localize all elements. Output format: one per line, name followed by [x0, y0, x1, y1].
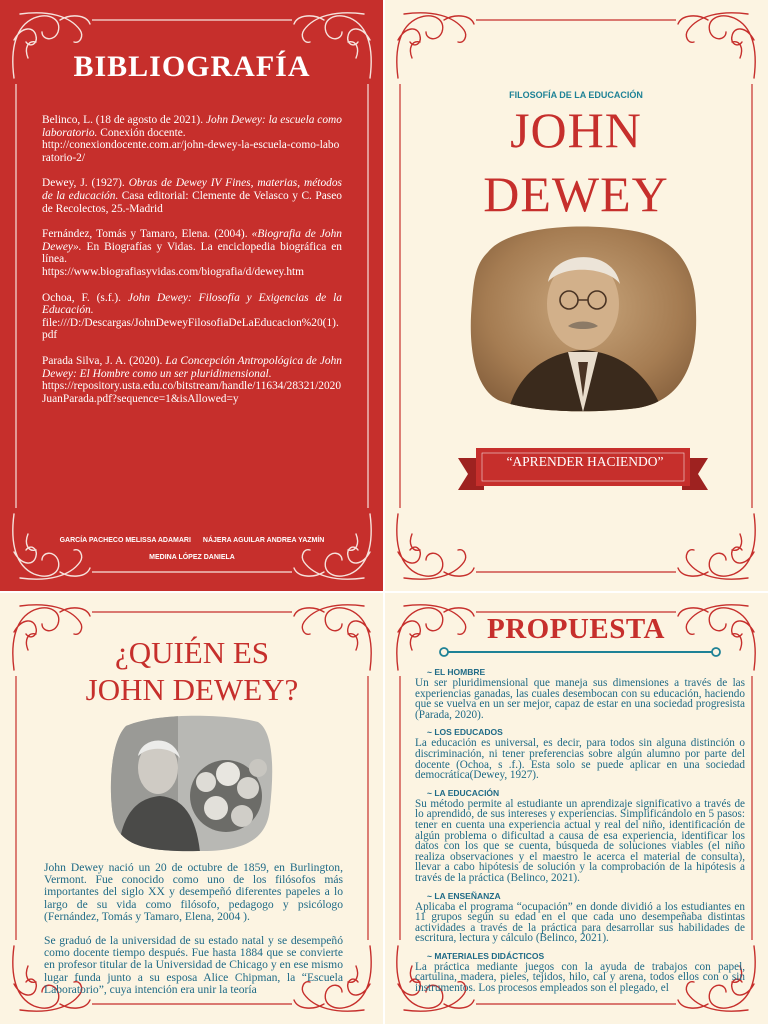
- proposal-section: [415, 727, 745, 780]
- proposal-title: PROPUESTA: [487, 613, 665, 645]
- proposal-section-heading: ~ LA ENSEÑANZA: [427, 890, 501, 901]
- proposal-section-heading: ~ LA EDUCACIÓN: [427, 787, 500, 798]
- bibliography-entry: [42, 114, 342, 164]
- entry-author: Fernández, Tomás y Tamaro, Elena. (2004).: [42, 228, 252, 241]
- proposal-section-text: Aplicaba el programa “ocupación” en donde dividió a los estudiantes en 11 grupos según su edad en el que cada uno desempeñaba distintas actividades a través de la práctica para desarrollar sus habilidades de escritura, lectura y cálculo (Belinco, 2021).: [415, 900, 745, 945]
- who-paragraph-1: John Dewey nació un 20 de octubre de 1859, en Burlington, Vermont. Fue conocido como uno de los filósofos más importantes del siglo XX y desempeñó diferentes papeles a lo largo de su vida como filósofo, pedagogo y psicólogo (Fernández, Tomás y Tamaro, Elena, 2004 ).: [44, 861, 343, 923]
- entry-url: http://conexiondocente.com.ar/john-dewey-la-escuela-como-laboratorio-2/: [42, 139, 340, 164]
- horizontal-divider: [0, 591, 768, 593]
- motto-text: “APRENDER HACIENDO”: [506, 454, 664, 469]
- bibliography-list: [42, 114, 342, 418]
- entry-title: John Dewey: la escuela como laboratorio.: [42, 114, 342, 139]
- who-title-line1: ¿QUIÉN ES: [114, 635, 270, 670]
- john-dewey-with-flowers-photo: [108, 712, 274, 852]
- entry-url: https://repository.usta.edu.co/bitstream/handle/11634/28321/2020JuanParada.pdf?sequence=1&isAllowed=y: [42, 380, 342, 405]
- author-3: MEDINA LÓPEZ DANIELA: [149, 554, 235, 561]
- entry-author: Ochoa, F. (s.f.).: [42, 291, 128, 304]
- who-title-line2: JOHN DEWEY?: [85, 672, 299, 707]
- entry-author: Dewey, J. (1927).: [42, 177, 129, 190]
- john-dewey-portrait: [468, 222, 698, 412]
- cover-subtitle: FILOSOFÍA DE LA EDUCACIÓN: [509, 90, 643, 100]
- proposal-section: [415, 667, 745, 720]
- proposal-section: [415, 788, 745, 884]
- proposal-section-text: La práctica mediante juegos con la ayuda de trabajos con papel, cartulina, madera, pieles, tejidos, hilo, cal y arena, todos ellos con o sin instrumentos. Los procesos empleados son el plegado, el: [415, 960, 745, 995]
- proposal-section: [415, 891, 745, 944]
- bibliography-entry: [42, 355, 342, 405]
- entry-title: John Dewey: Filosofía y Exigencias de la Educación.: [42, 291, 342, 317]
- entry-url: file:///D:/Descargas/JohnDeweyFilosofiaDeLaEducacion%20(1).pdf: [42, 316, 339, 342]
- bibliography-entry: [42, 177, 342, 215]
- bibliography-entry: [42, 292, 342, 342]
- proposal-section-text: Un ser pluridimensional que maneja sus dimensiones a través de las experiencias ganadas, las cuales desembocan con su educación, haciendo que se vuelva en un ser mejor, capaz de estar en una sociedad progresista (Parada, 2020).: [415, 677, 745, 721]
- entry-url: https://www.biografiasyvidas.com/biografia/d/dewey.htm: [42, 265, 305, 278]
- proposal-section-text: Su método permite al estudiante un aprendizaje significativo a través de lo aprendido, de sus intereses y experiencias. Simplificándolo en 5 pasos: tener en cuenta una experiencia actual y real del niño, identificación de algún problema o dificultad a causa de esa experiencia, identificar los datos con los que se cuenta, búsqueda de soluciones viables (el niño realiza observaciones y el maestro le acerca el material de consulta), llevar a cabo hipótesis de solución y la comprobación de la hipótesis a través de la práctica (Belinco, 2021).: [415, 797, 745, 884]
- entry-title: Obras de Dewey IV Fines, materias, métodos de la educación.: [42, 177, 342, 202]
- entry-publisher: Conexión docente.: [97, 126, 186, 139]
- proposal-section-heading: ~ LOS EDUCADOS: [427, 727, 503, 738]
- who-body: [44, 862, 343, 1008]
- entry-author: Belinco, L. (18 de agosto de 2021).: [42, 114, 206, 126]
- proposal-section-text: La educación es universal, es decir, para todos sin alguna distinción o discriminación, ni tener preferencias sobre algún alumno por parte del docente (Ochoa, s .f.). Esta solo se puede aplicar en una sociedad democrática(Dewey, 1927).: [415, 737, 745, 782]
- authors-block: [0, 532, 384, 566]
- entry-title: «Biografia de John Dewey».: [42, 228, 343, 253]
- entry-author: Parada Silva, J. A. (2020).: [42, 354, 166, 367]
- entry-publisher: En Biografías y Vidas. La enciclopedia biográfica en línea.: [42, 240, 342, 266]
- entry-title: La Concepción Antropológica de John Dewey: El Hombre como un ser pluridimensional.: [42, 354, 342, 380]
- proposal-section-heading: ~ MATERIALES DIDÁCTICOS: [427, 950, 545, 961]
- author-2: NÁJERA AGUILAR ANDREA YAZMÍN: [202, 537, 325, 544]
- author-1: GARCÍA PACHECO MELISSA ADAMARI: [59, 537, 191, 544]
- title-divider: [438, 646, 722, 658]
- cover-name-first: JOHN: [510, 102, 642, 158]
- bibliography-title: BIBLIOGRAFÍA: [73, 50, 311, 83]
- cover-name-last: DEWEY: [483, 166, 669, 222]
- proposal-section: [415, 951, 745, 994]
- proposal-section-heading: ~ EL HOMBRE: [427, 667, 486, 677]
- entry-publisher: Casa editorial: Clemente de Velasco y C. Paseo de Recolectos, 25.-Madrid: [42, 189, 342, 215]
- who-paragraph-2: Se graduó de la universidad de su estado natal y se desempeñó como docente tiempo después. Fue hasta 1884 que se convierte en profesor titular de la Universidad de Chicago y en ese mismo lugar funda junto a su esposa Alice Chipman, la “Escuela Laboratorio”, cuya intención era unir la teoría: [44, 934, 343, 996]
- proposal-body: [415, 667, 745, 1001]
- bibliography-entry: [42, 228, 342, 278]
